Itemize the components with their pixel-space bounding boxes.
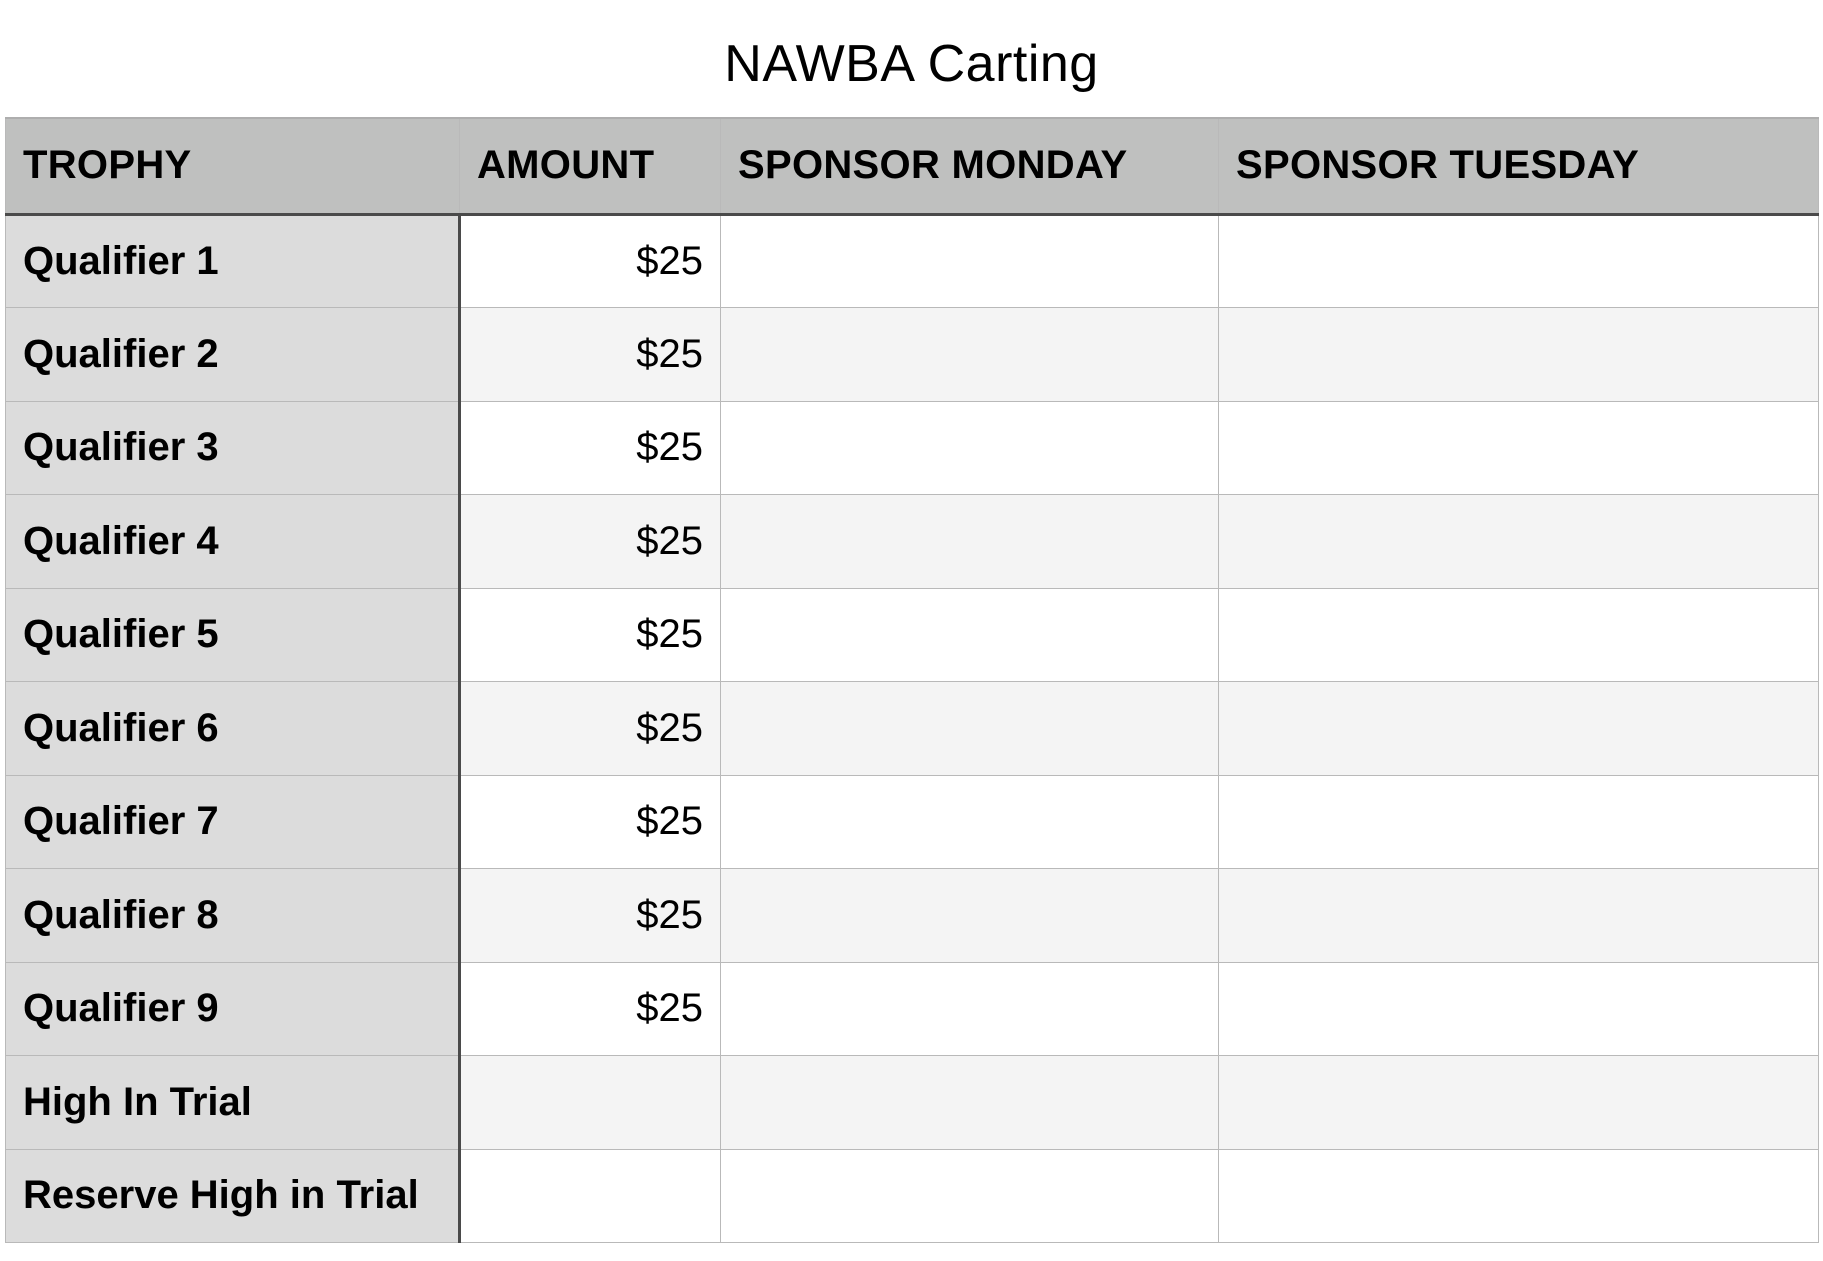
trophy-cell: Qualifier 9 bbox=[6, 962, 460, 1056]
amount-cell[interactable]: $25 bbox=[460, 214, 721, 308]
header-sponsor-monday: SPONSOR MONDAY bbox=[721, 118, 1219, 214]
sponsor-monday-cell[interactable] bbox=[721, 214, 1219, 308]
sponsor-monday-cell[interactable] bbox=[721, 308, 1219, 402]
header-amount: AMOUNT bbox=[460, 118, 721, 214]
table-row bbox=[6, 869, 1819, 963]
table-row bbox=[6, 775, 1819, 869]
sponsor-monday-cell[interactable] bbox=[721, 869, 1219, 963]
table-row bbox=[6, 1149, 1819, 1243]
trophy-cell: Reserve High in Trial bbox=[6, 1149, 460, 1243]
table-row bbox=[6, 308, 1819, 402]
trophy-cell: Qualifier 5 bbox=[6, 588, 460, 682]
header-trophy: TROPHY bbox=[6, 118, 460, 214]
amount-cell[interactable]: $25 bbox=[460, 962, 721, 1056]
table-row bbox=[6, 495, 1819, 589]
sponsor-tuesday-cell[interactable] bbox=[1219, 495, 1819, 589]
amount-cell[interactable]: $25 bbox=[460, 775, 721, 869]
trophy-cell: Qualifier 3 bbox=[6, 401, 460, 495]
table-row bbox=[6, 962, 1819, 1056]
sponsor-tuesday-cell[interactable] bbox=[1219, 869, 1819, 963]
amount-cell[interactable]: $25 bbox=[460, 682, 721, 776]
trophy-cell: Qualifier 1 bbox=[6, 214, 460, 308]
sponsor-tuesday-cell[interactable] bbox=[1219, 682, 1819, 776]
sponsor-tuesday-cell[interactable] bbox=[1219, 214, 1819, 308]
trophy-cell: Qualifier 6 bbox=[6, 682, 460, 776]
table-row bbox=[6, 588, 1819, 682]
amount-cell[interactable]: $25 bbox=[460, 869, 721, 963]
amount-cell[interactable] bbox=[460, 1149, 721, 1243]
sponsor-tuesday-cell[interactable] bbox=[1219, 308, 1819, 402]
table-row bbox=[6, 401, 1819, 495]
sponsor-tuesday-cell[interactable] bbox=[1219, 401, 1819, 495]
amount-cell[interactable] bbox=[460, 1056, 721, 1150]
sponsor-monday-cell[interactable] bbox=[721, 1056, 1219, 1150]
sponsor-tuesday-cell[interactable] bbox=[1219, 1056, 1819, 1150]
trophy-cell: Qualifier 4 bbox=[6, 495, 460, 589]
sponsor-tuesday-cell[interactable] bbox=[1219, 588, 1819, 682]
trophy-cell: Qualifier 8 bbox=[6, 869, 460, 963]
sponsor-monday-cell[interactable] bbox=[721, 775, 1219, 869]
amount-cell[interactable]: $25 bbox=[460, 588, 721, 682]
sponsor-monday-cell[interactable] bbox=[721, 401, 1219, 495]
sponsor-monday-cell[interactable] bbox=[721, 962, 1219, 1056]
sponsor-tuesday-cell[interactable] bbox=[1219, 775, 1819, 869]
trophy-cell: Qualifier 7 bbox=[6, 775, 460, 869]
table-row bbox=[6, 214, 1819, 308]
sponsor-tuesday-cell[interactable] bbox=[1219, 962, 1819, 1056]
trophy-cell: High In Trial bbox=[6, 1056, 460, 1150]
amount-cell[interactable]: $25 bbox=[460, 308, 721, 402]
trophy-sponsor-table bbox=[5, 117, 1819, 1243]
page-title: NAWBA Carting bbox=[724, 35, 1099, 93]
sponsor-monday-cell[interactable] bbox=[721, 495, 1219, 589]
amount-cell[interactable]: $25 bbox=[460, 495, 721, 589]
header-sponsor-tuesday: SPONSOR TUESDAY bbox=[1219, 118, 1819, 214]
sponsor-monday-cell[interactable] bbox=[721, 682, 1219, 776]
sponsor-monday-cell[interactable] bbox=[721, 588, 1219, 682]
sponsor-tuesday-cell[interactable] bbox=[1219, 1149, 1819, 1243]
sponsor-monday-cell[interactable] bbox=[721, 1149, 1219, 1243]
table-row bbox=[6, 1056, 1819, 1150]
table-row bbox=[6, 682, 1819, 776]
amount-cell[interactable]: $25 bbox=[460, 401, 721, 495]
header-row bbox=[6, 118, 1819, 214]
trophy-cell: Qualifier 2 bbox=[6, 308, 460, 402]
